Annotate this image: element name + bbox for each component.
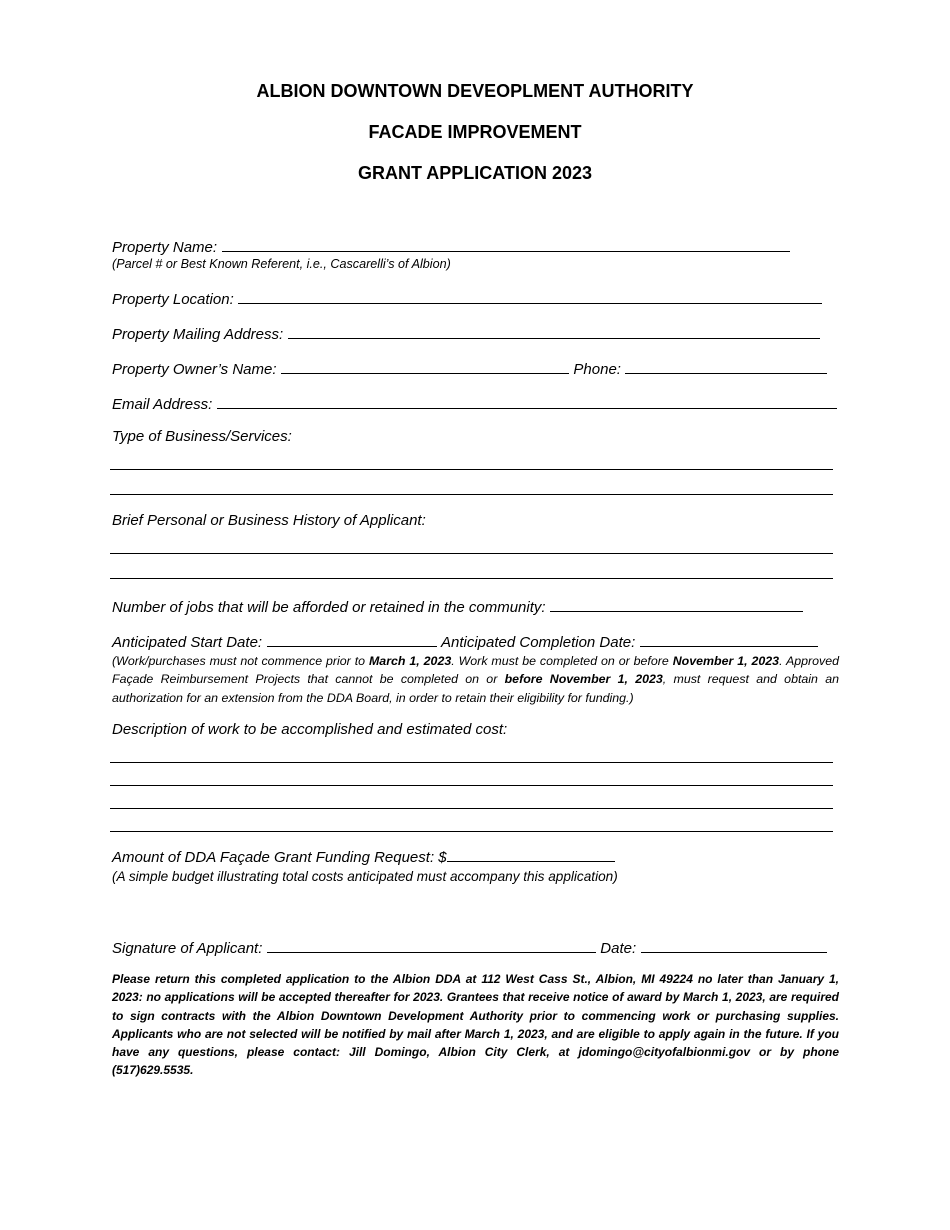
- business-type-label: Type of Business/Services:: [112, 428, 292, 445]
- doc-subtitle: FACADE IMPROVEMENT: [368, 122, 582, 142]
- doc-title: ALBION DOWNTOWN DEVEOPLMENT AUTHORITY: [256, 81, 694, 101]
- jobs-label: Number of jobs that will be afforded or retained in the community:: [112, 599, 546, 616]
- mailing-address-label: Property Mailing Address:: [112, 326, 284, 343]
- email-row: [112, 393, 837, 414]
- mailing-address-field[interactable]: [288, 323, 820, 339]
- business-type-line[interactable]: [110, 494, 833, 495]
- description-line[interactable]: [110, 785, 833, 786]
- owner-row: [112, 358, 827, 379]
- owner-name-label: Property Owner’s Name:: [112, 361, 277, 378]
- property-name-label: Property Name:: [112, 239, 218, 256]
- business-type-line[interactable]: [110, 469, 833, 470]
- start-date-label: Anticipated Start Date:: [112, 634, 263, 651]
- phone-label: Phone:: [573, 361, 621, 378]
- property-name-note: (Parcel # or Best Known Referent, i.e., Cascarelli’s of Albion): [112, 257, 451, 271]
- completion-date-field[interactable]: [640, 631, 818, 647]
- email-label: Email Address:: [112, 396, 213, 413]
- dates-note: (Work/purchases must not commence prior to March 1, 2023. Work must be completed on or before November 1, 2023. Approved Façade Reimbursement Projects that cannot be completed on or before November 1, 2023, must request and obtain an authorization for an extension from the DDA Board, in order to retain their eligibility for funding.): [112, 654, 840, 705]
- doc-year-title: GRANT APPLICATION 2023: [357, 163, 593, 183]
- property-name-field[interactable]: [222, 236, 790, 252]
- mailing-address-row: [112, 323, 820, 344]
- completion-date-label: Anticipated Completion Date:: [441, 634, 636, 651]
- history-line[interactable]: [110, 553, 833, 554]
- date-field[interactable]: [641, 937, 827, 953]
- jobs-field[interactable]: [550, 596, 803, 612]
- funding-field[interactable]: [447, 846, 615, 862]
- date-label: Date:: [600, 940, 637, 957]
- property-location-row: [112, 288, 822, 309]
- property-location-label: Property Location:: [112, 291, 234, 308]
- return-instructions: Please return this completed application to the Albion DDA at 112 West Cass St., Albion, MI 49224 no later than January 1, 2023: no applications will be accepted thereafter for 2023. Grantees that receive notice of award by March 1, 2023, are required to sign contracts with the Albion Downtown Development Authority prior to commencing work or purchasing supplies. Applicants who are not selected will be notified by mail after March 1, 2023, and are eligible to apply again in the future. If you have any questions, please contact: Jill Domingo, Albion City Clerk, at jdomingo@cityofalbionmi.gov or by phone (517)629.5535.: [112, 972, 839, 1078]
- funding-row: [112, 846, 615, 867]
- funding-label: Amount of DDA Façade Grant Funding Request: $: [112, 849, 447, 866]
- funding-note: (A simple budget illustrating total costs anticipated must accompany this application): [112, 869, 618, 884]
- property-location-field[interactable]: [238, 288, 822, 304]
- jobs-row: [112, 596, 803, 617]
- phone-field[interactable]: [625, 358, 827, 374]
- owner-name-field[interactable]: [281, 358, 569, 374]
- dates-row: [112, 631, 818, 652]
- signature-label: Signature of Applicant:: [112, 940, 263, 957]
- signature-field[interactable]: [267, 937, 596, 953]
- start-date-field[interactable]: [267, 631, 437, 647]
- description-line[interactable]: [110, 808, 833, 809]
- email-field[interactable]: [217, 393, 837, 409]
- history-label: Brief Personal or Business History of Applicant:: [112, 512, 426, 529]
- description-line[interactable]: [110, 762, 833, 763]
- description-label: Description of work to be accomplished and estimated cost:: [112, 721, 508, 738]
- description-line[interactable]: [110, 831, 833, 832]
- property-name-row: [112, 236, 790, 257]
- signature-row: [112, 937, 827, 958]
- history-line[interactable]: [110, 578, 833, 579]
